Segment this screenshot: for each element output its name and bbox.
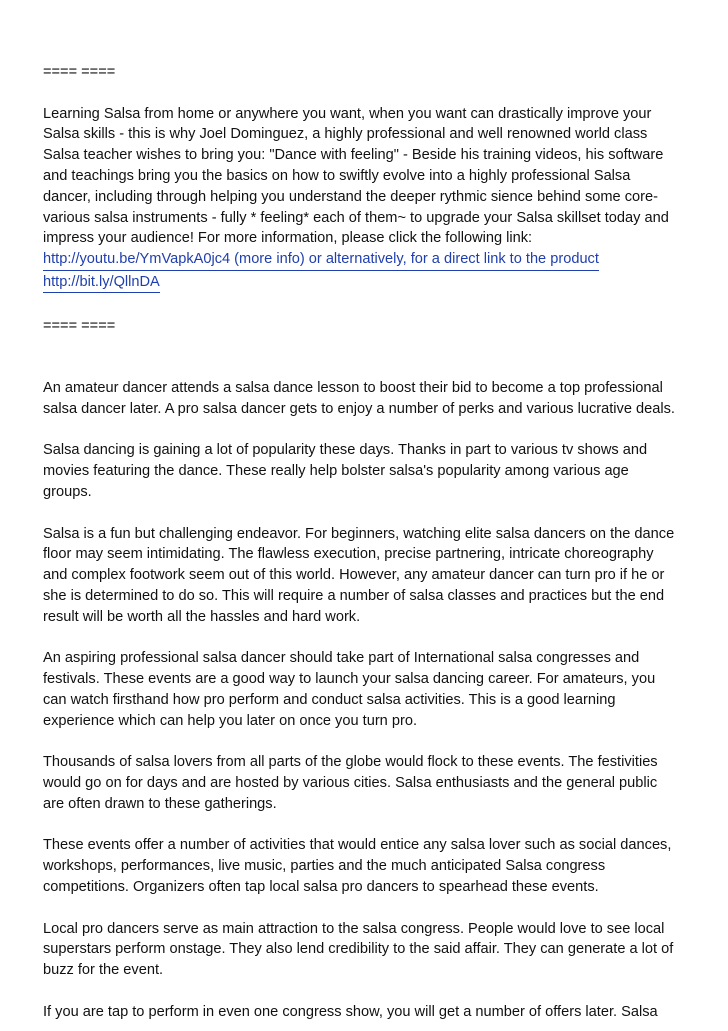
product-info-link[interactable]: http://youtu.be/YmVapkA0jc4 (more info) or alternatively, for a direct link to the product bbox=[43, 250, 599, 271]
text-line: would go on for days and are hosted by various cities. Salsa enthusiasts and the general public bbox=[43, 775, 658, 792]
text-line: impress your audience! For more information, please click the following link: bbox=[43, 230, 533, 247]
text-line: floor may seem intimidating. The flawless execution, precise partnering, intricate choreography bbox=[43, 546, 654, 563]
text-line: various salsa instruments - fully * feeling* each of them~ to upgrade your Salsa skillset today and bbox=[43, 209, 669, 226]
article-paragraph-8 bbox=[43, 1002, 688, 1023]
spacer bbox=[43, 981, 688, 1002]
document-page bbox=[43, 62, 688, 1023]
article-paragraph-6 bbox=[43, 835, 688, 897]
spacer bbox=[43, 898, 688, 919]
article-paragraph-3 bbox=[43, 524, 688, 628]
article-paragraph-5 bbox=[43, 752, 688, 814]
text-line: festivals. These events are a good way to launch your salsa dancing career. For amateurs, you bbox=[43, 671, 656, 688]
text-line: salsa dancer later. A pro salsa dancer gets to enjoy a number of perks and various lucrative deals. bbox=[43, 400, 675, 417]
text-line: can watch firsthand how pro perform and conduct salsa activities. This is a good learning bbox=[43, 691, 616, 708]
spacer bbox=[43, 420, 688, 441]
text-line: superstars perform onstage. They also lend credibility to the said affair. They can generate a lot of bbox=[43, 941, 674, 958]
spacer bbox=[43, 83, 688, 104]
article-paragraph-7 bbox=[43, 919, 688, 981]
text-line: If you are tap to perform in even one congress show, you will get a number of offers later. Salsa bbox=[43, 1003, 658, 1020]
text-line: are often drawn to these gatherings. bbox=[43, 795, 277, 812]
text-line: movies featuring the dance. These really help bolster salsa's popularity among various age bbox=[43, 463, 629, 480]
text-line: workshops, performances, live music, parties and the much anticipated Salsa congress bbox=[43, 858, 606, 875]
article-paragraph-2 bbox=[43, 440, 688, 502]
article-paragraph-4 bbox=[43, 648, 688, 731]
text-line: Learning Salsa from home or anywhere you want, when you want can drastically improve your bbox=[43, 105, 652, 122]
text-line: These events offer a number of activities that would entice any salsa lover such as social dances, bbox=[43, 837, 672, 854]
spacer bbox=[43, 295, 688, 316]
spacer bbox=[43, 503, 688, 524]
text-line: result will be worth all the hassles and hard work. bbox=[43, 608, 361, 625]
article-paragraph-1 bbox=[43, 378, 688, 420]
text-line: Salsa skills - this is why Joel Dominguez, a highly professional and well renowned world class bbox=[43, 126, 648, 143]
intro-paragraph bbox=[43, 104, 688, 295]
header-separator: ==== ==== bbox=[43, 64, 116, 80]
spacer bbox=[43, 815, 688, 836]
text-line: and teachings bring you the basics on how to swiftly evolve into a highly professional Salsa bbox=[43, 167, 631, 184]
text-line: competitions. Organizers often tap local salsa pro dancers to spearhead these events. bbox=[43, 879, 599, 896]
text-line: she is determined to do so. This will require a number of salsa classes and practices but the end bbox=[43, 587, 665, 604]
footer-separator: ==== ==== bbox=[43, 317, 116, 334]
text-line: An amateur dancer attends a salsa dance lesson to boost their bid to become a top professional bbox=[43, 379, 663, 396]
spacer bbox=[43, 336, 688, 378]
text-line: and complex footwork seem out of this world. However, any amateur dancer can turn pro if he or bbox=[43, 567, 665, 584]
text-line: Salsa teacher wishes to bring you: "Dance with feeling" - Beside his training videos, his software bbox=[43, 147, 664, 164]
text-line: experience which can help you later on once you turn pro. bbox=[43, 712, 417, 729]
direct-product-link[interactable]: http://bit.ly/QllnDA bbox=[43, 273, 160, 294]
spacer bbox=[43, 628, 688, 649]
text-line: dancer, including through helping you understand the deeper rythmic sience behind some core- bbox=[43, 188, 658, 205]
text-line: Salsa is a fun but challenging endeavor. For beginners, watching elite salsa dancers on the dance bbox=[43, 525, 675, 542]
text-line: Local pro dancers serve as main attraction to the salsa congress. People would love to see local bbox=[43, 920, 665, 937]
text-line: buzz for the event. bbox=[43, 962, 164, 979]
text-line: Thousands of salsa lovers from all parts of the globe would flock to these events. The festivities bbox=[43, 754, 658, 771]
text-line: Salsa dancing is gaining a lot of popularity these days. Thanks in part to various tv shows and bbox=[43, 442, 648, 459]
text-line: groups. bbox=[43, 483, 92, 500]
text-line: An aspiring professional salsa dancer should take part of International salsa congresses and bbox=[43, 650, 640, 667]
spacer bbox=[43, 732, 688, 753]
